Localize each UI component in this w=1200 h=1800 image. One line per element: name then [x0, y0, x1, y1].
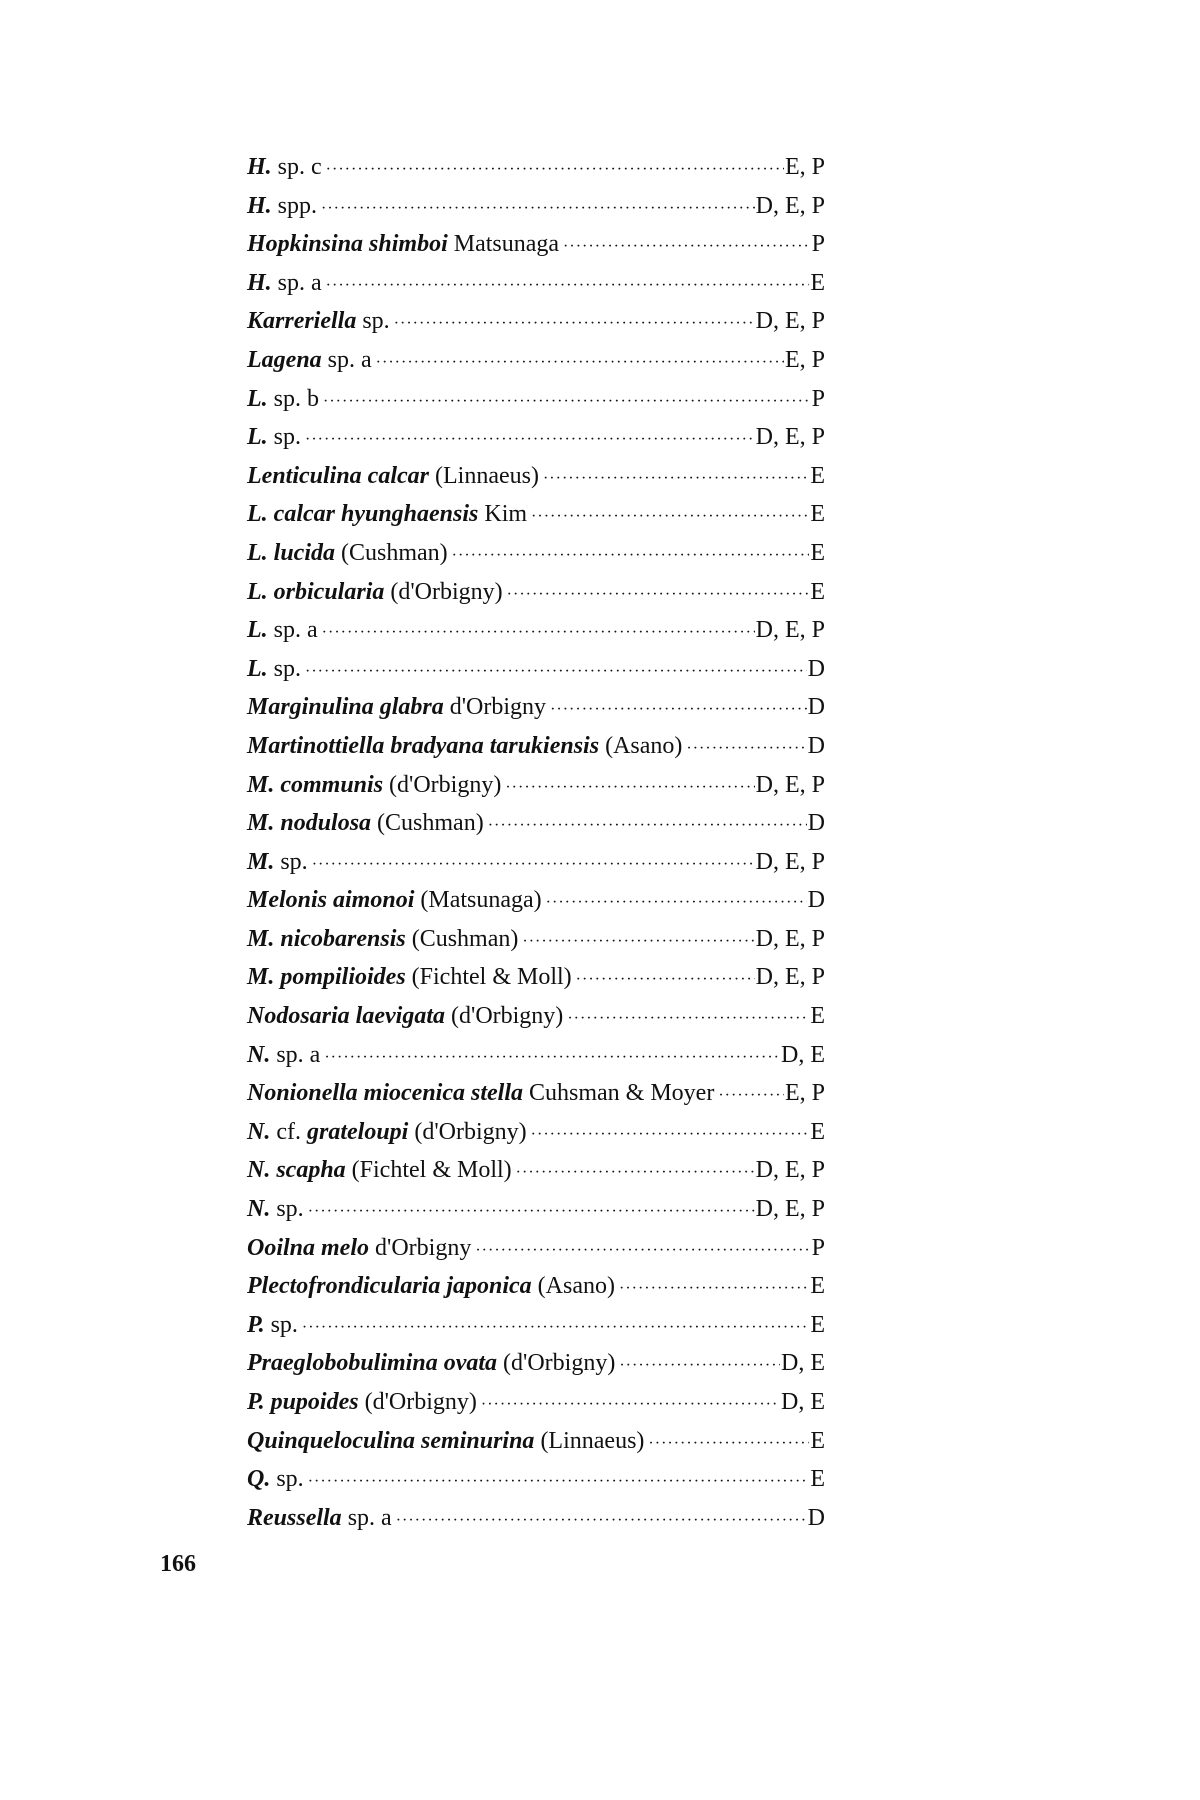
list-item	[247, 148, 825, 187]
dot-leader	[481, 1397, 780, 1413]
taxon-italic: L.	[247, 424, 268, 451]
occurrence-units: D, E	[781, 1350, 825, 1377]
occurrence-units: E	[810, 501, 825, 528]
taxon-author: (Asano)	[599, 732, 683, 759]
list-item	[247, 1344, 825, 1383]
taxon-author: sp.	[274, 848, 308, 875]
occurrence-units: E	[810, 578, 825, 605]
list-item	[247, 650, 825, 689]
list-item	[247, 457, 825, 496]
dot-leader	[488, 818, 807, 834]
list-item	[247, 1383, 825, 1422]
list-item	[247, 302, 825, 341]
occurrence-units: D, E, P	[755, 617, 825, 644]
taxon-author: sp. b	[267, 385, 320, 412]
taxon-italic: P.	[247, 1311, 265, 1338]
taxon-italic: M.	[247, 848, 275, 875]
taxon-author: (d'Orbigny)	[408, 1118, 527, 1145]
occurrence-units: D	[807, 810, 825, 837]
taxon-author: sp.	[270, 1466, 304, 1493]
taxon-italic: Reussella	[247, 1504, 342, 1531]
taxon-name	[247, 495, 527, 534]
taxon-italic: Marginulina glabra	[247, 694, 444, 721]
taxon-name	[247, 1036, 320, 1075]
dot-leader	[619, 1358, 780, 1374]
taxon-name	[247, 302, 390, 341]
taxon-author: (Linnaeus)	[429, 462, 539, 489]
taxon-author: sp. a	[321, 346, 372, 373]
occurrence-units: D, E, P	[755, 925, 825, 952]
taxon-name	[247, 1460, 304, 1499]
occurrence-units: P	[811, 231, 825, 258]
taxon-author: sp. a	[270, 1041, 321, 1068]
taxon-name	[247, 264, 322, 303]
taxon-italic: Ooilna melo	[247, 1234, 370, 1261]
list-item	[247, 611, 825, 650]
occurrence-units: D	[807, 655, 825, 682]
taxon-name	[247, 1229, 471, 1268]
dot-leader	[576, 972, 755, 988]
list-item	[247, 843, 825, 882]
taxon-italic: grateloupi	[307, 1118, 409, 1145]
list-item	[247, 1422, 825, 1461]
taxon-name	[247, 457, 539, 496]
list-item	[247, 534, 825, 573]
occurrence-units: E	[810, 1003, 825, 1030]
dot-leader	[718, 1088, 784, 1104]
dot-leader	[396, 1513, 807, 1529]
dot-leader	[312, 857, 755, 873]
occurrence-units: D, E, P	[755, 771, 825, 798]
dot-leader	[305, 664, 807, 680]
dot-leader	[326, 278, 810, 294]
taxon-italic: H.	[247, 269, 272, 296]
taxon-name	[247, 148, 322, 187]
taxon-name	[247, 1074, 714, 1113]
taxon-italic: M. pompilioides	[247, 964, 406, 991]
taxon-italic: Praeglobobulimina ovata	[247, 1350, 498, 1377]
taxon-author: (d'Orbigny)	[497, 1350, 616, 1377]
taxon-italic: P. pupoides	[247, 1389, 359, 1415]
dot-leader	[507, 587, 810, 603]
dot-leader	[550, 702, 807, 718]
occurrence-units: D, E, P	[755, 848, 825, 875]
list-item	[247, 1499, 825, 1538]
taxon-italic: Lenticulina calcar	[247, 462, 429, 489]
taxon-name	[247, 727, 682, 766]
taxon-italic: N.	[247, 1118, 271, 1145]
taxon-author: d'Orbigny	[443, 694, 547, 721]
list-item	[247, 766, 825, 805]
taxon-name	[247, 1344, 615, 1383]
occurrence-units: D, E, P	[755, 1157, 825, 1184]
dot-leader	[376, 355, 784, 371]
taxon-italic: N. scapha	[247, 1157, 346, 1184]
taxon-author: sp. a	[267, 617, 318, 644]
dot-leader	[308, 1204, 755, 1220]
taxon-italic: L.	[247, 617, 268, 644]
occurrence-units: D	[807, 887, 825, 914]
taxon-name	[247, 843, 308, 882]
taxon-name	[247, 804, 484, 843]
taxon-author: sp.	[267, 655, 302, 682]
occurrence-units: D, E, P	[755, 964, 825, 991]
species-list	[247, 148, 825, 1537]
taxon-italic: H.	[247, 154, 272, 180]
dot-leader	[302, 1320, 809, 1336]
dot-leader	[305, 432, 755, 448]
taxon-name	[247, 1267, 615, 1306]
taxon-italic: Plectofrondicularia japonica	[247, 1273, 532, 1300]
dot-leader	[322, 625, 755, 641]
taxon-author: (d'Orbigny)	[358, 1389, 477, 1415]
taxon-name	[247, 766, 501, 805]
occurrence-units: D, E, P	[755, 1196, 825, 1223]
list-item	[247, 727, 825, 766]
taxon-author: sp.	[270, 1196, 304, 1223]
taxon-author: sp.	[264, 1311, 298, 1338]
taxon-name	[247, 1113, 527, 1152]
list-item	[247, 1229, 825, 1268]
dot-leader	[321, 201, 755, 217]
dot-leader	[648, 1436, 809, 1452]
list-item	[247, 688, 825, 727]
taxon-italic: H.	[247, 192, 272, 219]
dot-leader	[567, 1011, 809, 1027]
list-item	[247, 1190, 825, 1229]
occurrence-units: E	[810, 1466, 825, 1493]
taxon-italic: N.	[247, 1196, 271, 1223]
dot-leader	[516, 1165, 755, 1181]
dot-leader	[543, 471, 809, 487]
taxon-name	[247, 187, 317, 226]
taxon-author: sp.	[356, 308, 390, 335]
occurrence-units: D, E, P	[755, 192, 825, 219]
occurrence-units: E	[810, 269, 825, 296]
taxon-name	[247, 573, 503, 612]
taxon-author: (Fichtel & Moll)	[405, 964, 572, 991]
dot-leader	[686, 741, 806, 757]
taxon-author: (Cushman)	[405, 925, 519, 952]
list-item	[247, 1036, 825, 1075]
taxon-name	[247, 958, 572, 997]
dot-leader	[563, 239, 811, 255]
taxon-name	[247, 611, 318, 650]
taxon-author: spp.	[271, 192, 318, 219]
taxon-author: sp. a	[271, 269, 322, 296]
taxon-author: cf.	[270, 1118, 307, 1145]
occurrence-units: D	[807, 1504, 825, 1531]
taxon-name	[247, 881, 542, 920]
dot-leader	[326, 162, 784, 178]
taxon-author: (d'Orbigny)	[384, 578, 503, 605]
taxon-italic: L.	[247, 655, 268, 682]
dot-leader	[531, 1127, 810, 1143]
taxon-name	[247, 1190, 304, 1229]
dot-leader	[619, 1281, 809, 1297]
taxon-author: (d'Orbigny)	[383, 771, 502, 798]
list-item	[247, 1074, 825, 1113]
list-item	[247, 1113, 825, 1152]
taxon-italic: Q.	[247, 1466, 271, 1493]
list-item	[247, 341, 825, 380]
taxon-italic: Karreriella	[247, 308, 357, 335]
taxon-author: (Fichtel & Moll)	[345, 1157, 512, 1184]
list-item	[247, 804, 825, 843]
list-item	[247, 573, 825, 612]
occurrence-units: E, P	[784, 346, 825, 373]
dot-leader	[394, 316, 755, 332]
occurrence-units: D	[807, 732, 825, 759]
taxon-name	[247, 1306, 298, 1345]
dot-leader	[308, 1474, 810, 1490]
dot-leader	[531, 509, 809, 525]
list-item	[247, 1460, 825, 1499]
taxon-italic: N.	[247, 1041, 271, 1068]
occurrence-units: E, P	[784, 154, 825, 180]
list-item	[247, 495, 825, 534]
taxon-author: Matsunaga	[447, 231, 560, 258]
taxon-italic: M. communis	[247, 771, 384, 798]
taxon-italic: L.	[247, 385, 268, 412]
taxon-name	[247, 1422, 644, 1461]
occurrence-units: D	[807, 694, 825, 721]
occurrence-units: E	[810, 462, 825, 489]
taxon-italic: Melonis aimonoi	[247, 887, 415, 914]
taxon-name	[247, 688, 546, 727]
list-item	[247, 418, 825, 457]
list-item	[247, 881, 825, 920]
taxon-italic: Nodosaria laevigata	[247, 1003, 445, 1030]
taxon-italic: Hopkinsina shimboi	[247, 231, 448, 258]
taxon-author: d'Orbigny	[369, 1234, 472, 1261]
occurrence-units: E, P	[784, 1080, 825, 1107]
occurrence-units: E	[810, 1427, 825, 1454]
taxon-italic: L. lucida	[247, 539, 335, 566]
occurrence-units: D, E, P	[755, 424, 825, 451]
dot-leader	[324, 1050, 780, 1066]
taxon-author: (Cushman)	[371, 810, 484, 837]
taxon-author: (Linnaeus)	[534, 1427, 645, 1454]
taxon-italic: Lagena	[247, 346, 322, 373]
taxon-name	[247, 380, 319, 419]
taxon-author: (Cushman)	[335, 539, 448, 566]
taxon-name	[247, 1383, 477, 1422]
occurrence-units: P	[811, 1234, 825, 1261]
taxon-name	[247, 534, 448, 573]
taxon-italic: L. calcar hyunghaensis	[247, 501, 479, 528]
list-item	[247, 958, 825, 997]
taxon-author: sp.	[267, 424, 302, 451]
taxon-author: (Asano)	[531, 1273, 615, 1300]
taxon-name	[247, 1499, 392, 1538]
page-number: 166	[160, 1551, 196, 1577]
list-item	[247, 264, 825, 303]
dot-leader	[522, 934, 754, 950]
occurrence-units: D, E, P	[755, 308, 825, 335]
dot-leader	[323, 394, 811, 410]
dot-leader	[546, 895, 807, 911]
taxon-italic: M. nicobarensis	[247, 925, 406, 952]
taxon-author: Cuhsman & Moyer	[523, 1080, 715, 1107]
taxon-italic: Nonionella miocenica stella	[247, 1080, 523, 1107]
taxon-italic: Quinqueloculina seminurina	[247, 1427, 535, 1454]
list-item	[247, 920, 825, 959]
list-item	[247, 187, 825, 226]
taxon-name	[247, 650, 301, 689]
list-item	[247, 225, 825, 264]
taxon-italic: L. orbicularia	[247, 578, 385, 605]
dot-leader	[452, 548, 810, 564]
taxon-name	[247, 225, 559, 264]
list-item	[247, 1151, 825, 1190]
taxon-author: (Matsunaga)	[414, 887, 542, 914]
occurrence-units: E	[810, 539, 825, 566]
list-item	[247, 1267, 825, 1306]
taxon-name	[247, 341, 372, 380]
occurrence-units: P	[811, 385, 825, 412]
taxon-author: Kim	[478, 501, 528, 528]
list-item	[247, 1306, 825, 1345]
occurrence-units: E	[810, 1273, 825, 1300]
taxon-author: (d'Orbigny)	[445, 1003, 564, 1030]
taxon-name	[247, 920, 518, 959]
occurrence-units: E	[810, 1311, 825, 1338]
list-item	[247, 997, 825, 1036]
list-item	[247, 380, 825, 419]
taxon-name	[247, 418, 301, 457]
dot-leader	[475, 1243, 810, 1259]
occurrence-units: D, E	[781, 1041, 825, 1068]
occurrence-units: E	[810, 1118, 825, 1145]
taxon-italic: M. nodulosa	[247, 810, 372, 837]
occurrence-units: D, E	[781, 1389, 825, 1415]
taxon-name	[247, 1151, 512, 1190]
dot-leader	[505, 780, 754, 796]
taxon-name	[247, 997, 563, 1036]
taxon-author: sp. c	[271, 154, 322, 180]
taxon-italic: Martinottiella bradyana tarukiensis	[247, 732, 600, 759]
taxon-author: sp. a	[341, 1504, 392, 1531]
